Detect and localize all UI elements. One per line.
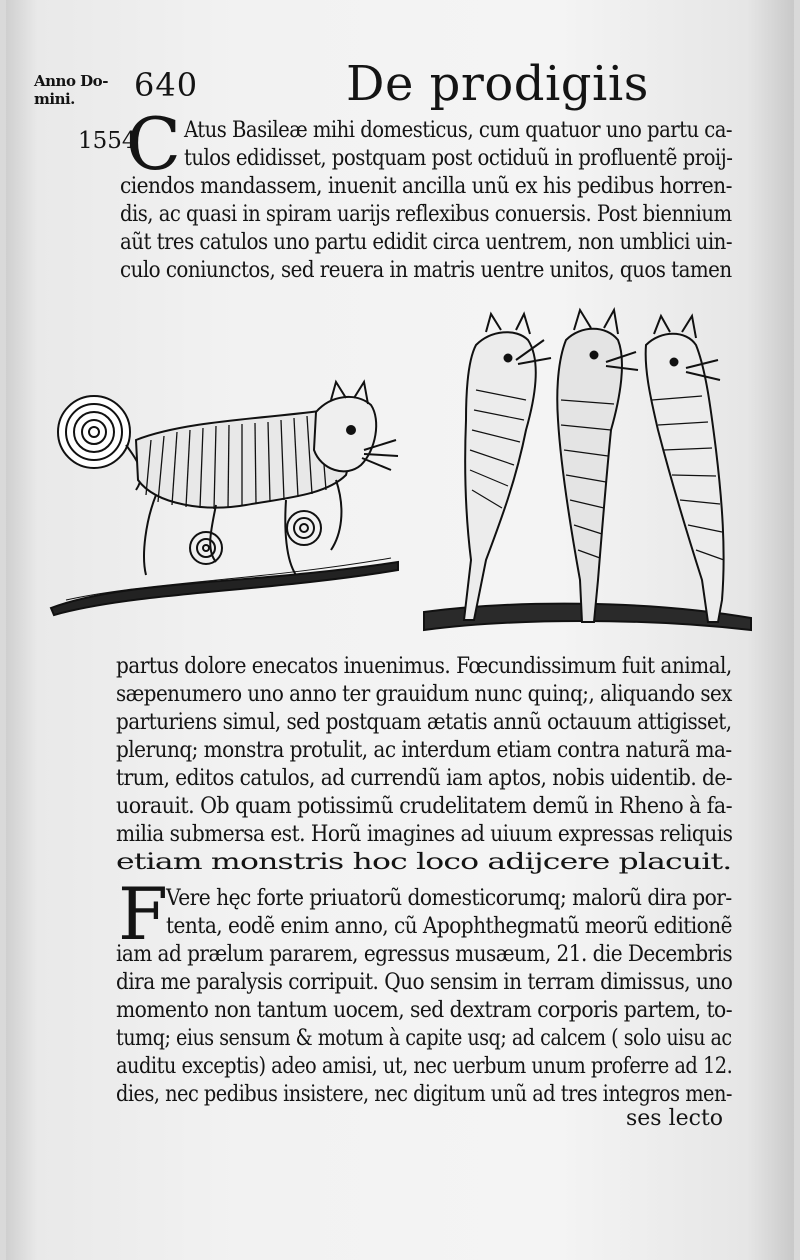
three-conjoined-cats-icon xyxy=(424,310,751,630)
marginal-label-line-2: mini. xyxy=(34,90,75,108)
text-line: iam ad prælum pararem, egressus musæum, 21. die Decembris xyxy=(116,942,733,967)
text-line: aũt tres catulos uno partu edidit circa uentrem, non umblici uin- xyxy=(120,230,732,255)
text-line: plerunq; monstra protulit, ac interdum etiam contra naturã ma- xyxy=(116,738,732,763)
text-line: partus dolore enecatos inuenimus. Fœcundissimum fuit animal, xyxy=(116,654,732,679)
text-line: etiam monstris hoc loco adijcere placuit. xyxy=(116,850,732,875)
text-line: sæpenumero uno anno ter grauidum nunc quinq;, aliquando sex xyxy=(116,682,732,707)
text-line: Vere hęc forte priuatorũ domesticorumq; malorũ dira por- xyxy=(166,886,732,911)
text-line: dis, ac quasi in spiram uarijs reflexibus conuersis. Post biennium xyxy=(120,202,732,227)
text-line: tulos edidisset, postquam post octiduũ in profluentẽ proij- xyxy=(184,146,733,171)
text-line: culo coniunctos, sed reuera in matris uentre unitos, quos tamen xyxy=(120,258,732,283)
text-line: Atus Basileæ mihi domesticus, cum quatuor uno partu ca- xyxy=(184,118,733,143)
text-line: tumq; eius sensum & motum à capite usq; ad calcem ( solo uisu ac xyxy=(116,1026,732,1051)
woodcut-illustrations xyxy=(46,300,756,645)
text-line: parturiens simul, sed postquam ætatis annũ octauum attigisset, xyxy=(116,710,732,735)
book-page xyxy=(6,0,794,1260)
marginal-label xyxy=(34,72,108,108)
text-line: dira me paralysis corripuit. Quo sensim in terram dimissus, uno xyxy=(116,970,733,995)
drop-cap-f: F xyxy=(118,872,168,956)
text-line: dies, nec pedibus insistere, nec digitum unũ ad tres integros men- xyxy=(116,1082,732,1107)
text-line: momento non tantum uocem, sed dextram corporis partem, to- xyxy=(116,998,733,1023)
marginal-label-line-1: Anno Do- xyxy=(34,72,108,90)
year-marginal-note: 1554 xyxy=(78,128,137,154)
running-title: De prodigiis xyxy=(346,56,649,112)
text-line: trum, editos catulos, ad currendũ iam aptos, nobis uidentib. de- xyxy=(116,766,732,791)
text-line: ciendos mandassem, inuenit ancilla unũ ex his pedibus horren- xyxy=(120,174,732,199)
text-line: tenta, eodẽ enim anno, cũ Apophthegmatũ meorũ editionẽ xyxy=(166,914,732,939)
cat-with-spiral-feet-icon xyxy=(51,382,398,615)
text-line: uorauit. Ob quam potissimũ crudelitatem demũ in Rheno à fa- xyxy=(116,794,732,819)
text-line: milia submersa est. Horũ imagines ad uiuum expressas reliquis xyxy=(116,822,733,847)
text-line: auditu exceptis) adeo amisi, ut, nec uerbum unum proferre ad 12. xyxy=(116,1054,733,1079)
drop-cap-c: C xyxy=(126,102,182,186)
page-number: 640 xyxy=(134,66,199,104)
catchword: ses lecto xyxy=(626,1106,724,1131)
